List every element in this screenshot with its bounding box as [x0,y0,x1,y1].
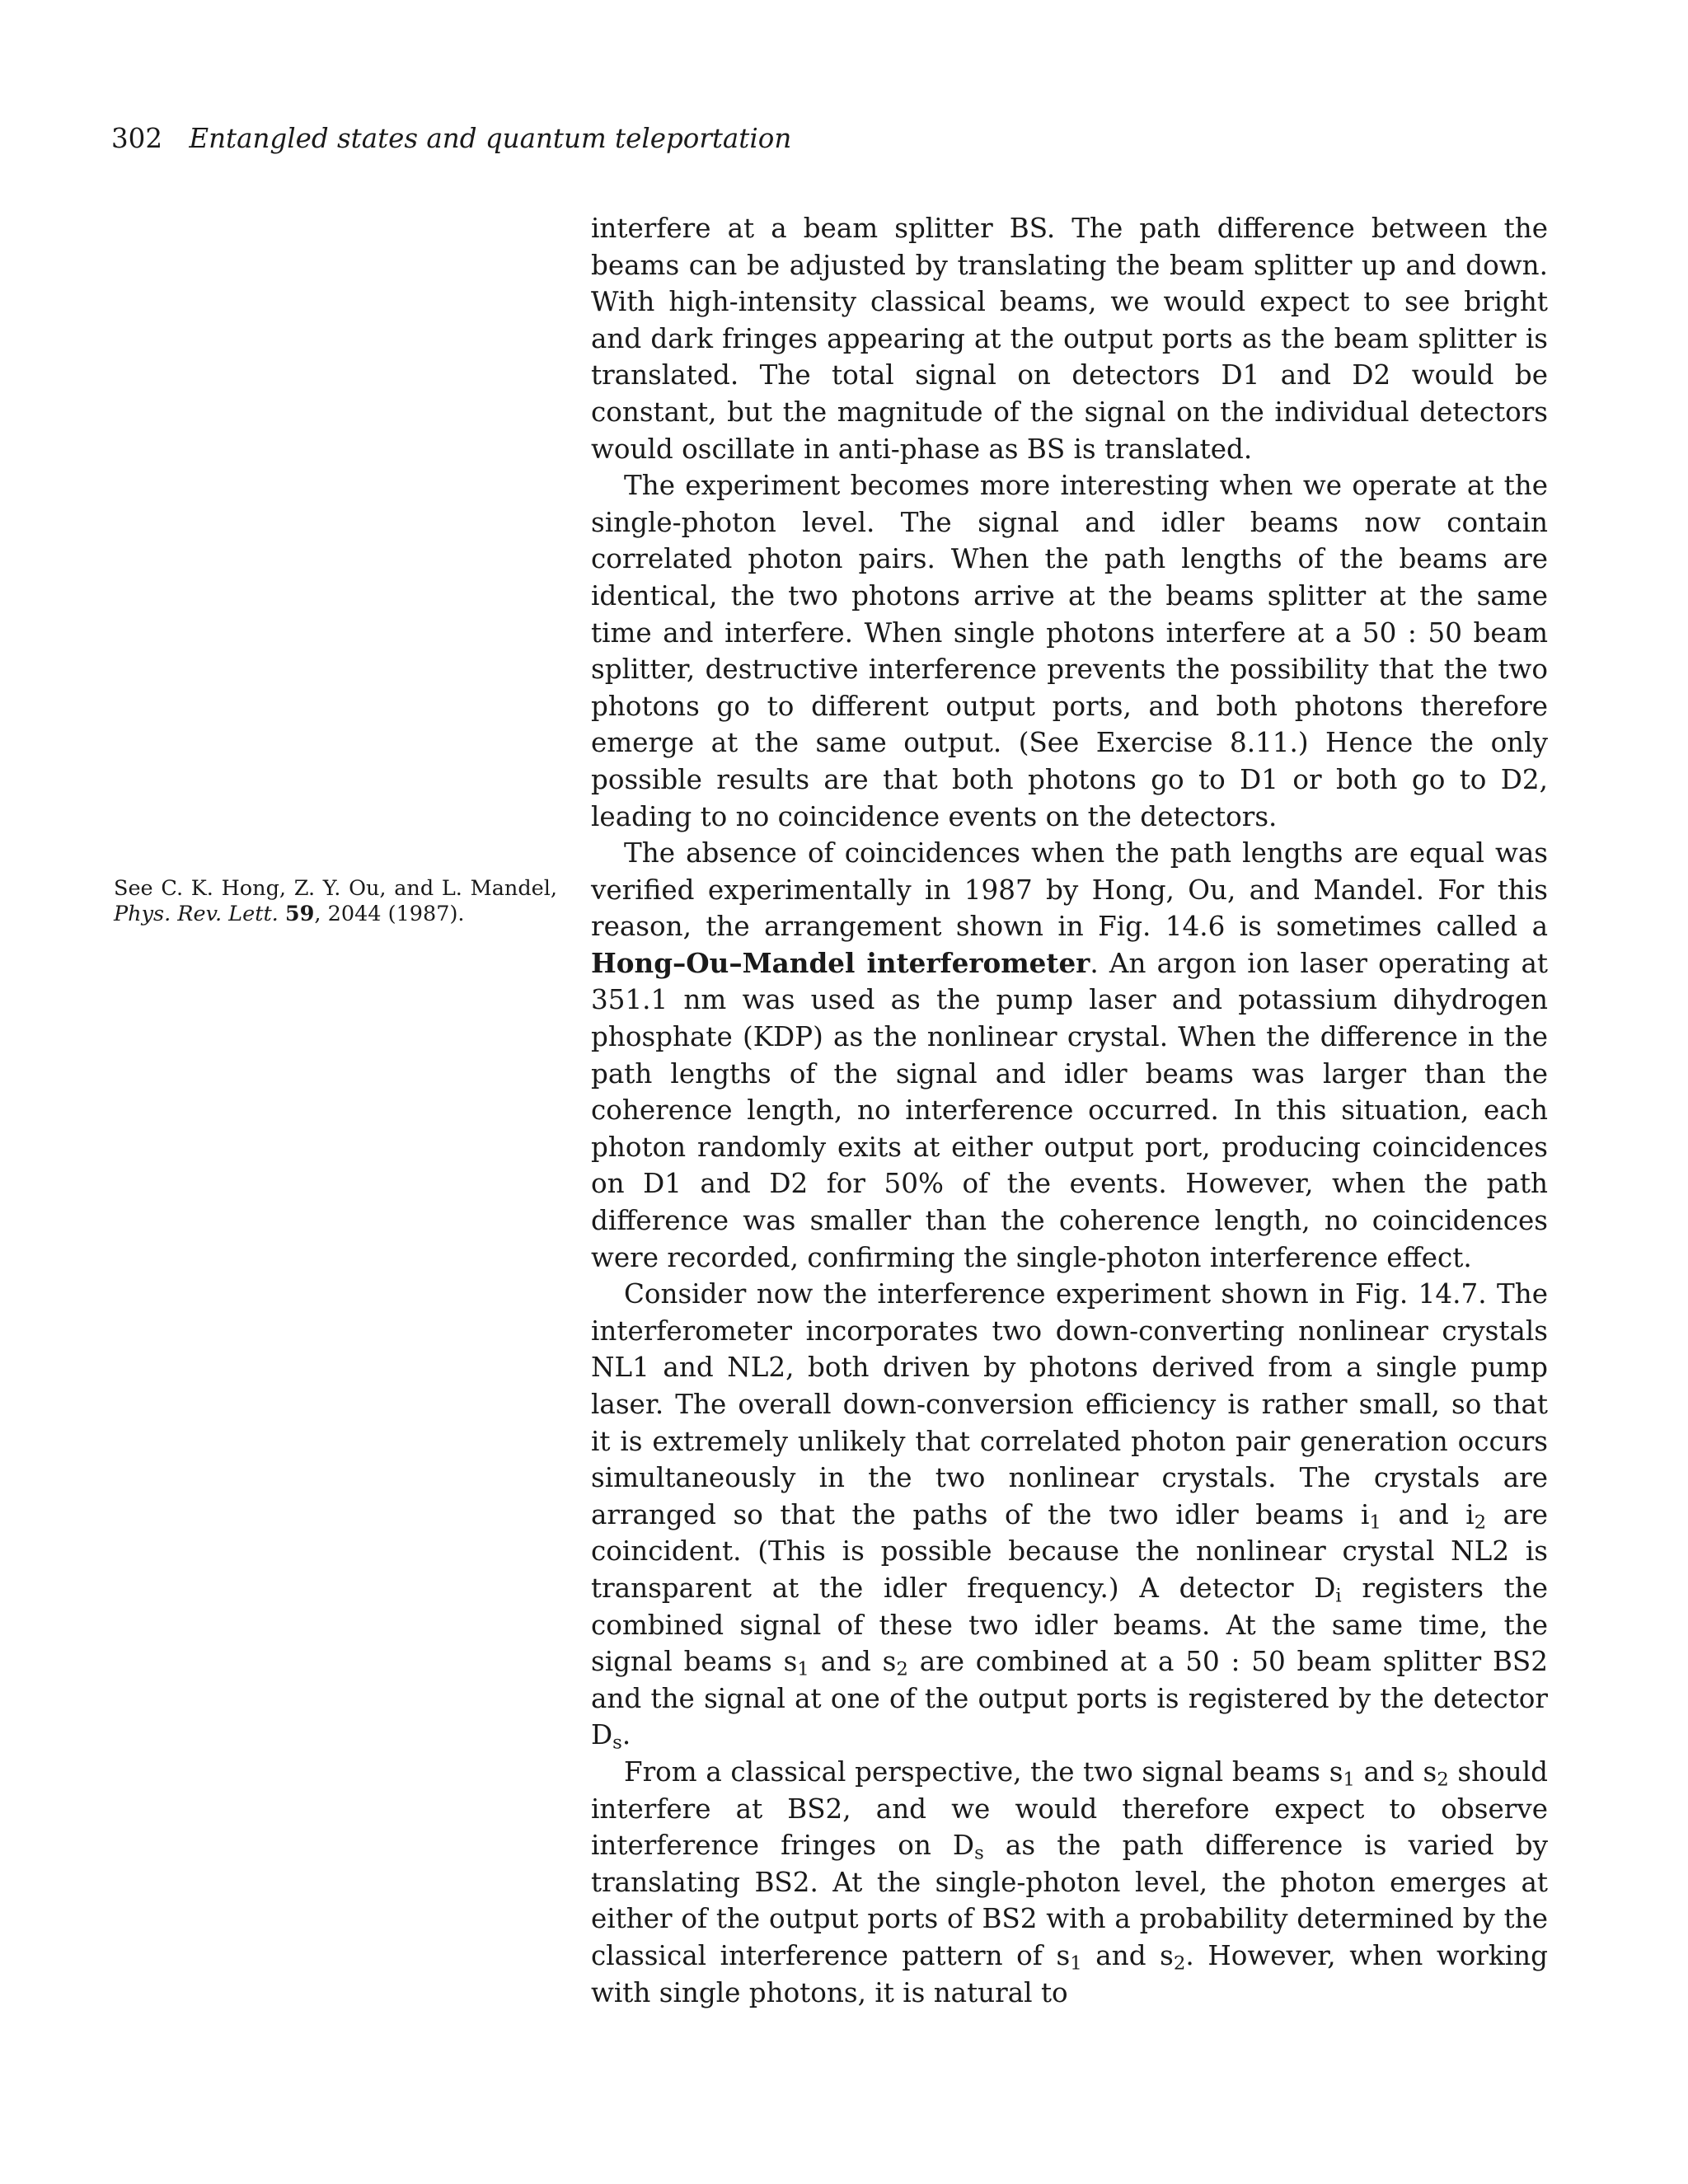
paragraph-4-text-b: and i [1381,1498,1475,1530]
paragraph-5-text-d: as the path difference is varied by translating BS2. At the single-photon level, the photon emerges at either of the output ports of BS2 with a probability determined by the classical interference pattern of s [591,1830,1548,1971]
subscript: 1 [1070,1952,1082,1975]
running-title: Entangled states and quantum teleportation [189,123,792,154]
paragraph-3-text-b: . An argon ion laser operating at 351.1 nm was used as the pump laser and potassium dihydrogen phosphate (KDP) as the nonlinear crystal. When the difference in the path lengths of the signal and idler beams was larger than the coherence length, no interference occurred. In this situation, each photon randomly exits at either output port, producing coincidences on D1 and D2 for 50% of the events. However, when the path difference was smaller than the coherence length, no coincidences were recorded, confirming the single-photon interference effect. [591,947,1548,1273]
paragraph-5-text-b: and s [1354,1755,1437,1788]
paragraph-4-text-c: are coincident. (This is possible because the nonlinear crystal NL2 is transparent at the idler frequency.) A detector D [591,1498,1548,1604]
paragraph-4-text-d: registers the combined signal of these two idler beams. At the same time, the signal beams s [591,1572,1548,1678]
paragraph-4-text-a: Consider now the interference experiment shown in Fig. 14.7. The interferometer incorporates two down-converting nonlinear crystals NL1 and NL2, both driven by photons derived from a single pump laser. The overall down-conversion efficiency is rather small, so that it is extremely unlikely that correlated photon pair generation occurs simultaneously in the two nonlinear crystals. The crystals are arranged so that the paths of the two idler beams i [591,1278,1548,1530]
subscript: 2 [1474,1511,1487,1534]
citation-journal: Phys. Rev. Lett. [114,901,279,926]
subscript: s [974,1842,984,1864]
paragraph-4 [591,1276,1548,1754]
subscript: 1 [797,1658,809,1680]
citation-page-year: , 2044 (1987). [314,901,465,926]
paragraph-1: interfere at a beam splitter BS. The path difference between the beams can be adjusted by translating the beam splitter up and down. With high-intensity classical beams, we would expect to see bright and dark fringes appearing at the output ports as the beam splitter is translated. The total signal on detectors D1 and D2 would be constant, but the magnitude of the signal on the individual detectors would oscillate in anti-phase as BS is translated. [591,213,1548,465]
running-head [111,122,791,155]
hong-ou-mandel-term: Hong–Ou–Mandel interferometer [591,946,1090,979]
main-text [591,210,1548,2011]
subscript: 2 [896,1658,908,1680]
subscript: 2 [1437,1769,1449,1791]
citation-volume: 59 [284,901,315,926]
paragraph-5-text-f: . However, when working with single photons, it is natural to [591,1939,1548,2008]
paragraph-5-text-e: and s [1081,1939,1174,1971]
paragraph-3 [591,835,1548,1276]
margin-citation [114,876,557,926]
paragraph-4-text-g: . [621,1719,631,1751]
paragraph-4-text-f: are combined at a 50 : 50 beam splitter BS2 and the signal at one of the output ports is registered by the detector D [591,1646,1548,1751]
paragraph-5-text-a: From a classical perspective, the two signal beams s [624,1755,1343,1788]
paragraph-2: The experiment becomes more interesting when we operate at the single-photon level. The signal and idler beams now contain correlated photon pairs. When the path lengths of the beams are identical, the two photons arrive at the beams splitter at the same time and interfere. When single photons interfere at a 50 : 50 beam splitter, destructive interference prevents the possibility that the two photons go to different output ports, and both photons therefore emerge at the same output. (See Exercise 8.11.) Hence the only possible results are that both photons go to D1 or both go to D2, leading to no coincidence events on the detectors. [591,470,1548,832]
subscript: 1 [1369,1511,1381,1534]
paragraph-5-text-c: should interfere at BS2, and we would therefore expect to observe interference fringes on D [591,1755,1548,1862]
subscript: 1 [1343,1769,1355,1791]
page-number: 302 [111,123,163,154]
paragraph-3-text-a: The absence of coincidences when the path lengths are equal was verified experimentally in 1987 by Hong, Ou, and Mandel. For this reason, the arrangement shown in Fig. 14.6 is sometimes called a [591,837,1548,943]
subscript: i [1335,1585,1342,1607]
paragraph-5 [591,1754,1548,2011]
subscript: s [612,1732,622,1755]
citation-authors: See C. K. Hong, Z. Y. Ou, and L. Mandel, [114,876,557,901]
paragraph-4-text-e: and s [809,1646,897,1678]
subscript: 2 [1173,1952,1186,1975]
